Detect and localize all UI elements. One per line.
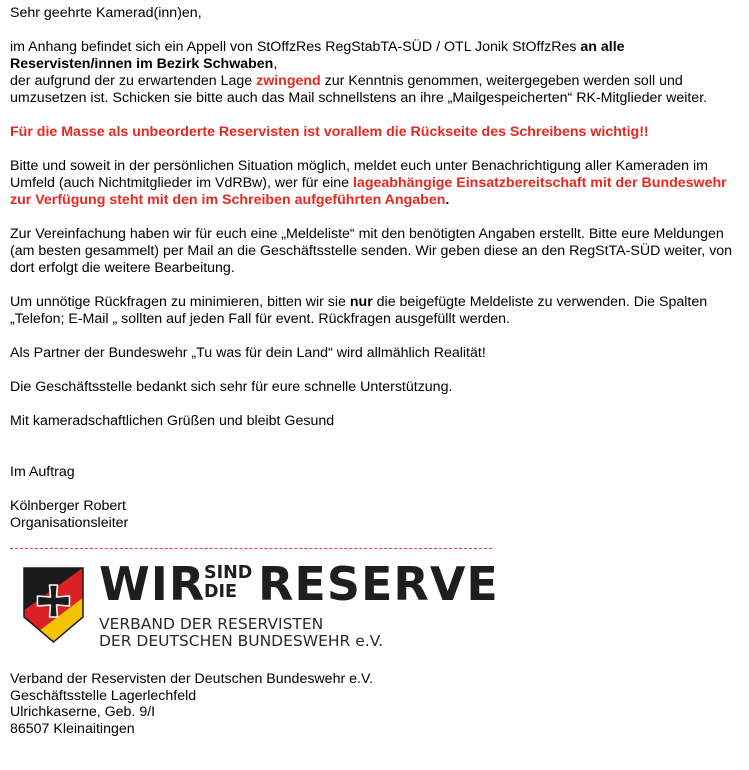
logo-word-sind-die	[204, 564, 252, 602]
paragraph-meldeliste: Zur Vereinfachung haben wir für euch eine „Meldeliste“ mit den benötigten Angaben erstellt. Bitte eure Meldungen (am besten gesammelt) per Mail an die Geschäftsstelle senden. Wir geben diese an den RegStTA-SÜD weiter, von dort erfolgt die weitere Bearbeitung.	[10, 226, 733, 276]
questions-emphasis: nur	[349, 294, 373, 310]
footer-office: Geschäftsstelle Lagerlechfeld	[10, 687, 197, 704]
logo-word-sind: SIND	[204, 563, 253, 583]
paragraph-closing: Mit kameradschaftlichen Grüßen und bleibt Gesund	[10, 413, 335, 429]
paragraph-questions	[10, 294, 743, 328]
appeal-text-2: ,	[273, 56, 278, 72]
readiness-emphasis: lageabhängige Einsatzbereitschaft mit der Bundeswehr zur Verfügung steht mit den im Schreiben aufgeführten Angaben	[10, 175, 727, 208]
organization-logo	[10, 549, 743, 671]
questions-text-2: die beigefügte Meldeliste zu verwenden. Die Spalten „Telefon; E-Mail „ sollten auf jeden Fall für event. Rückfragen ausgefüllt werden.	[10, 294, 708, 327]
shield-icon	[23, 567, 84, 643]
appeal-text-4: zur Kenntnis genommen, weitergegeben werden soll und umzusetzen ist. Schicken sie bitte auch das Mail schnellstens an ihre „Mailgespeicherten“ RK-Mitglieder weiter.	[10, 73, 708, 106]
logo-word-wir: WIR	[99, 557, 206, 611]
logo-subtitle-line1: VERBAND DER RESERVISTEN	[99, 615, 324, 633]
logo-word-die: DIE	[204, 582, 237, 602]
footer-street: Ulrichkaserne, Geb. 9/I	[10, 704, 156, 720]
signature-on-behalf: Im Auftrag	[10, 464, 75, 480]
appeal-emphasis: zwingend	[256, 73, 321, 89]
questions-text-1: Um unnötige Rückfragen zu minimieren, bitten wir sie	[10, 294, 350, 310]
logo-word-reserve: RESERVE	[258, 557, 499, 611]
footer-city: 86507 Kleinaitingen	[10, 720, 135, 737]
signature-name: Kölnberger Robert	[10, 498, 126, 514]
readiness-text-1: Bitte und soweit in der persönlichen Situation möglich, meldet euch unter Benachrichtigung aller Kameraden im Umfeld (auch Nichtmitglieder im VdRBw), wer für eine	[10, 158, 708, 191]
readiness-text-2: .	[445, 192, 450, 208]
paragraph-appeal	[10, 39, 743, 107]
appeal-audience: an alle Reservisten/innen im Bezirk Schwaben	[10, 39, 625, 72]
paragraph-thanks: Die Geschäftsstelle bedankt sich sehr für eure schnelle Unterstützung.	[10, 379, 453, 395]
signature-role: Organisationsleiter	[10, 515, 129, 531]
paragraph-important-notice: Für die Masse als unbeorderte Reservisten ist vorallem die Rückseite des Schreibens wichtig!!	[10, 124, 649, 140]
paragraph-readiness	[10, 158, 743, 209]
logo-subtitle-line2: DER DEUTSCHEN BUNDESWEHR e.V.	[99, 632, 384, 650]
greeting: Sehr geehrte Kamerad(inn)en,	[10, 5, 202, 21]
footer-organization: Verband der Reservisten der Deutschen Bundeswehr e.V.	[10, 671, 374, 687]
appeal-text-1: im Anhang befindet sich ein Appell von StOffzRes RegStabTA-SÜD / OTL Jonik StOffzRes	[10, 39, 581, 55]
logo-subtitle	[99, 616, 383, 650]
appeal-text-3: der aufgrund der zu erwartenden Lage	[10, 73, 257, 89]
paragraph-partner: Als Partner der Bundeswehr „Tu was für dein Land“ wird allmählich Realität!	[10, 345, 486, 361]
footer-address	[10, 671, 743, 737]
